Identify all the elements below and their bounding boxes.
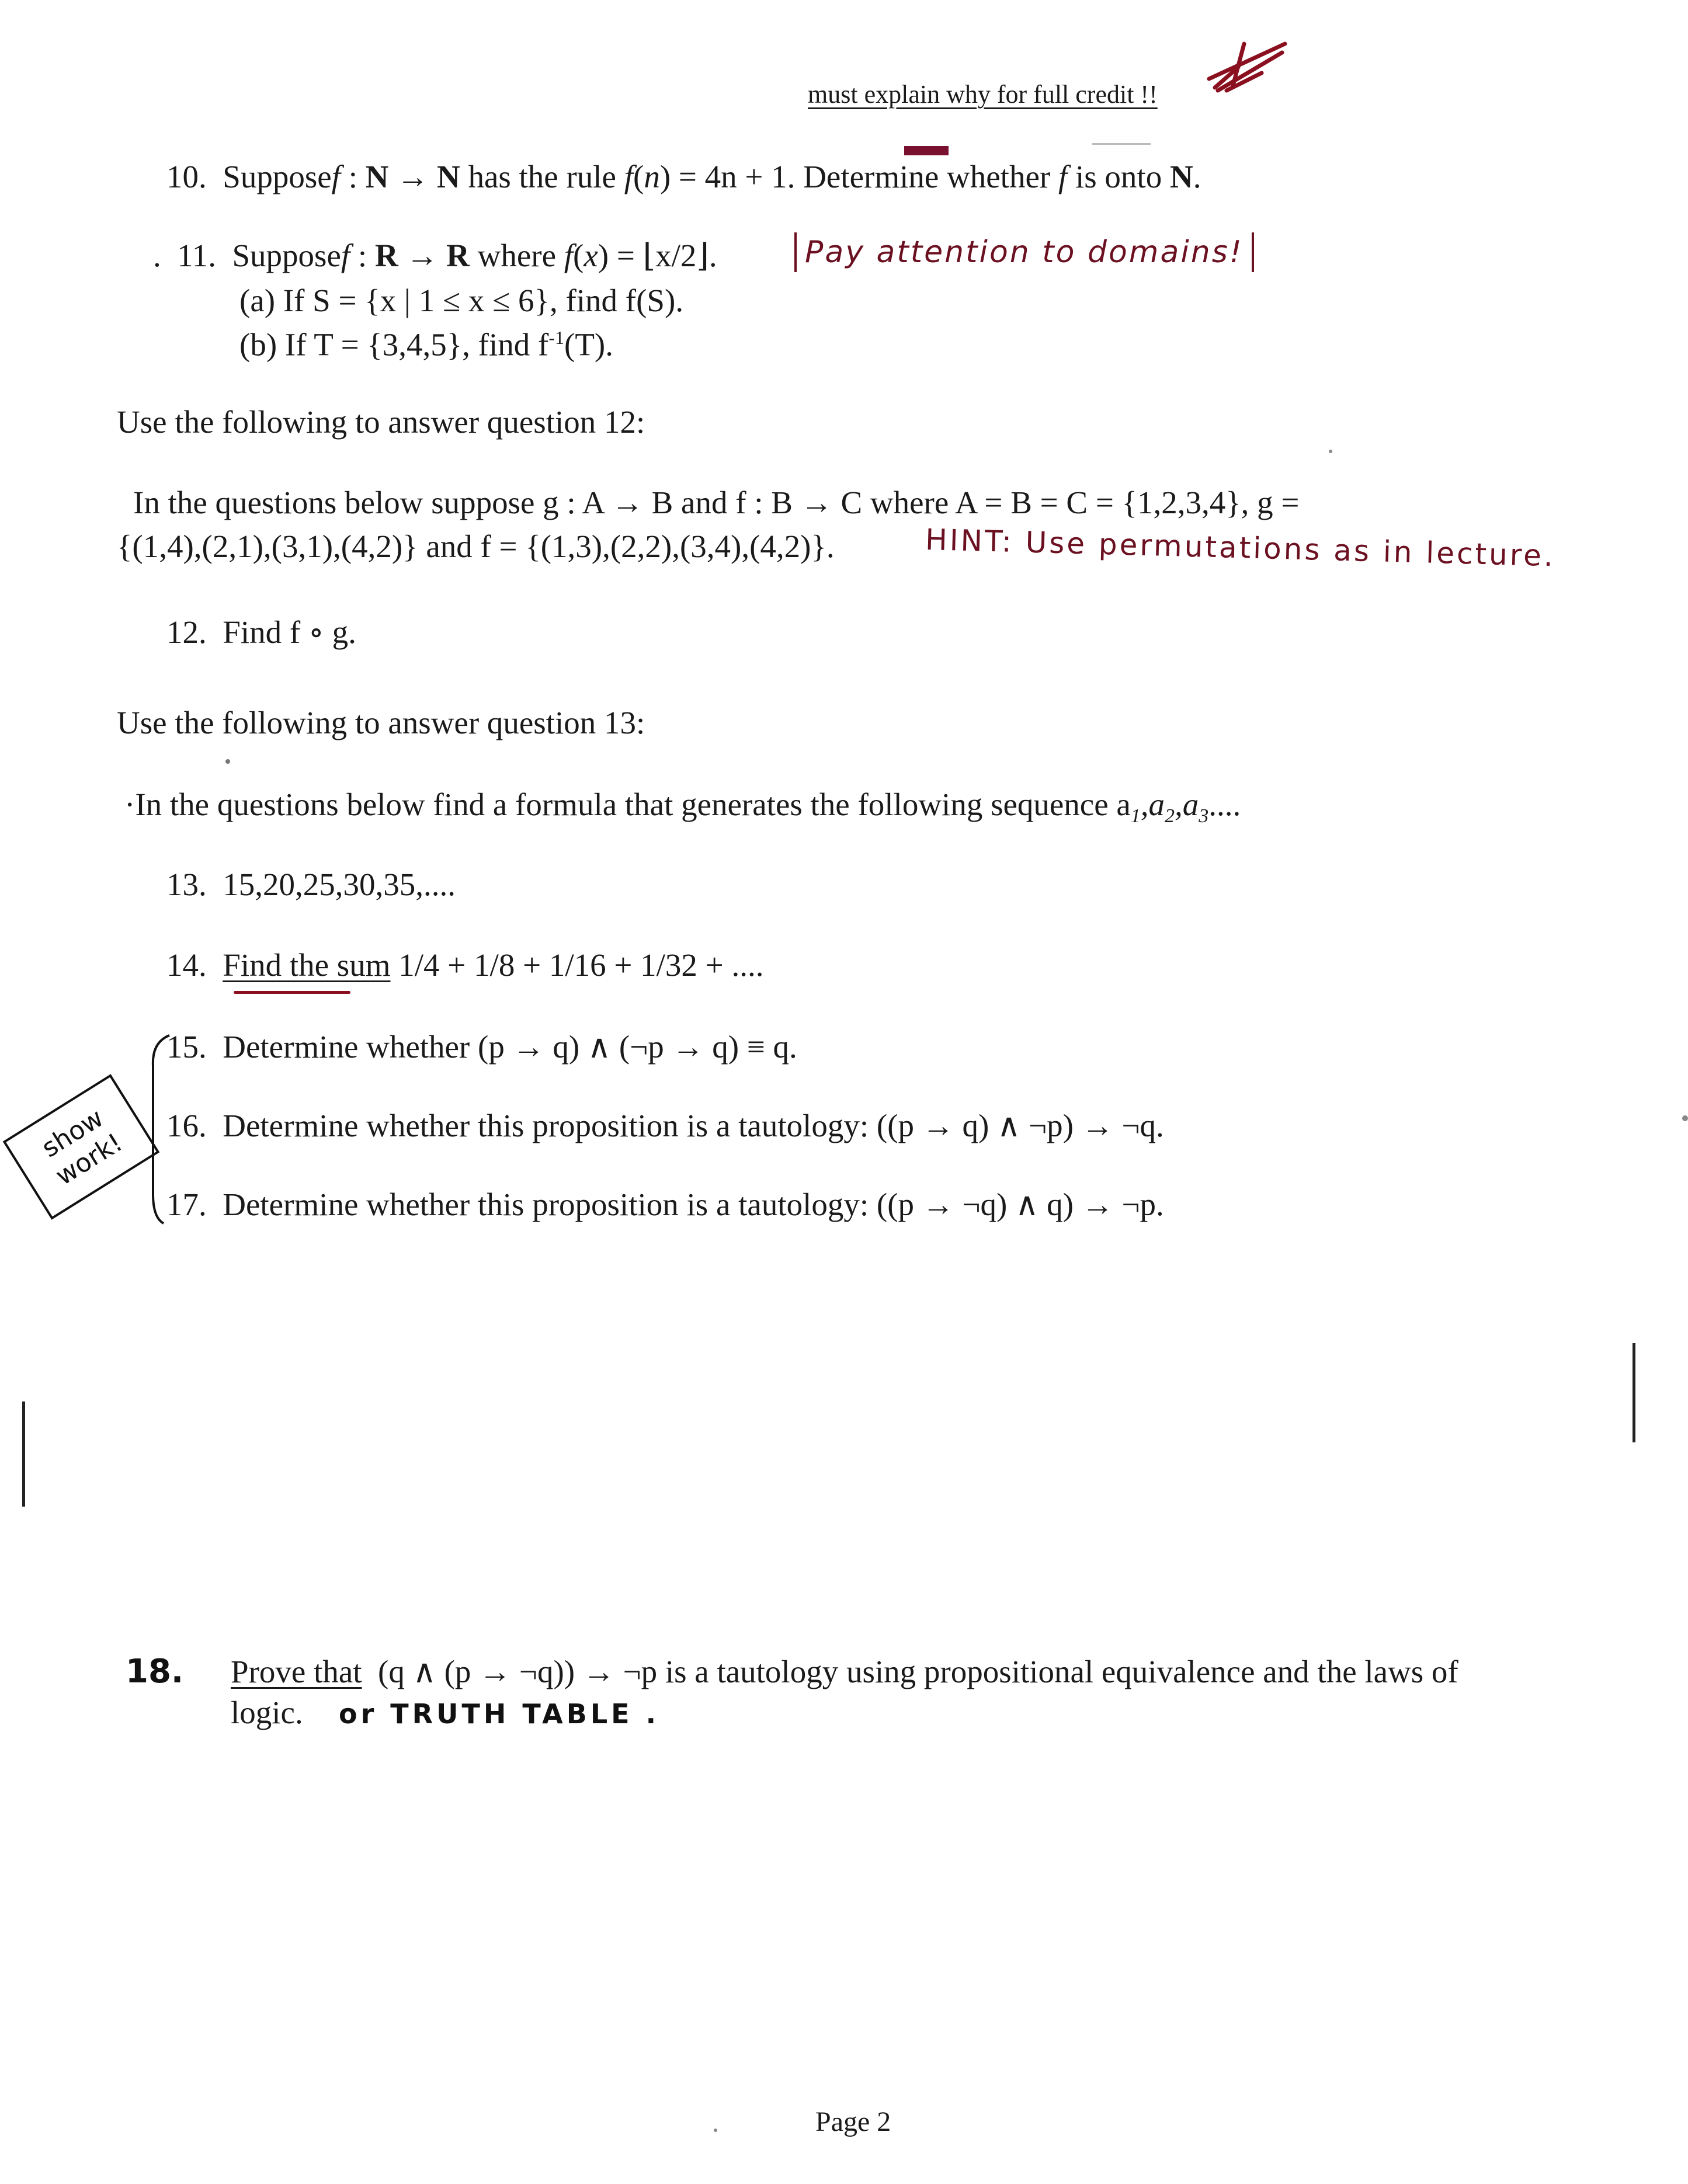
q14-red-underline <box>234 991 350 994</box>
header-mark <box>904 146 949 155</box>
speck <box>1682 1115 1688 1121</box>
q14-number: 14. <box>166 947 207 983</box>
question-16: 16. Determine whether this proposition is a tautology: ((p → q) ∧ ¬p) → ¬q. <box>166 1108 1164 1143</box>
q17-number: 17. <box>166 1187 207 1222</box>
header-dash <box>1092 143 1151 145</box>
grader-check-icon <box>1203 32 1291 102</box>
question-17: 17. Determine whether this proposition is a tautology: ((p → ¬q) ∧ q) → ¬p. <box>166 1187 1164 1222</box>
show-work-box <box>3 1074 160 1220</box>
speck <box>1329 450 1332 453</box>
question-10: 10. Supposef : N → N has the rule f(n) = 4n + 1. Determine whether f is onto N. <box>166 159 1201 194</box>
question-13: 13. 15,20,25,30,35,.... <box>166 867 456 902</box>
question-12: 12. Find f ∘ g. <box>166 614 356 650</box>
q10-number: 10. <box>166 159 207 194</box>
section-12-setup-line2: {(1,4),(2,1),(3,1),(4,2)} and f = {(1,3),(2,2),(3,4),(4,2)}. <box>117 528 835 564</box>
question-18: Prove that (q ∧ (p → ¬q)) → ¬p is a tautology using propositional equivalence and the laws of <box>231 1654 1458 1689</box>
q11-annotation: Pay attention to domains! <box>794 232 1254 272</box>
show-work-note: show work! <box>36 1103 128 1192</box>
q12-number: 12. <box>166 614 207 650</box>
q11-number: 11. <box>177 238 216 273</box>
q13-number: 13. <box>166 867 207 902</box>
section-12-setup-line1: In the questions below suppose g : A → B and f : B → C where A = B = C = {1,2,3,4}, g = <box>133 485 1300 520</box>
question-14: 14. Find the sum 1/4 + 1/8 + 1/16 + 1/32 + .... <box>166 947 764 983</box>
q11-part-b: (b) If T = {3,4,5}, find $f^{-1}(T)$. <box>239 326 613 363</box>
section-12-heading: Use the following to answer question 12: <box>117 404 645 440</box>
header-note: must explain why for full credit !! <box>808 80 1158 109</box>
hint-annotation: HINT: Use permutations as in lecture. <box>925 523 1556 573</box>
right-margin-line <box>1633 1343 1635 1442</box>
section-13-heading: Use the following to answer question 13: <box>117 705 645 740</box>
question-11: . 11. Supposef : R → R where f(x) = ⌊x/2⌋. <box>153 238 717 273</box>
page-number: Page 2 <box>815 2106 891 2137</box>
q11-part-a: (a) If S = {x | 1 ≤ x ≤ 6}, find f(S). <box>239 283 684 318</box>
q18-annotation: or TRUTH TABLE . <box>339 1698 660 1730</box>
speck <box>225 759 230 764</box>
question-18-line2: logic. <box>231 1695 303 1730</box>
speck <box>714 2129 717 2132</box>
section-13-setup: ·In the questions below find a formula that generates the following sequence $a_1,a_2,a_3$.... <box>124 787 1241 827</box>
q18-number: 18. <box>126 1653 184 1691</box>
question-15: 15. Determine whether (p → q) ∧ (¬p → q) ≡ q. <box>166 1029 797 1065</box>
q15-number: 15. <box>166 1029 207 1065</box>
q16-number: 16. <box>166 1108 207 1143</box>
q11-bullet: . <box>153 238 178 273</box>
left-margin-line <box>22 1401 25 1507</box>
